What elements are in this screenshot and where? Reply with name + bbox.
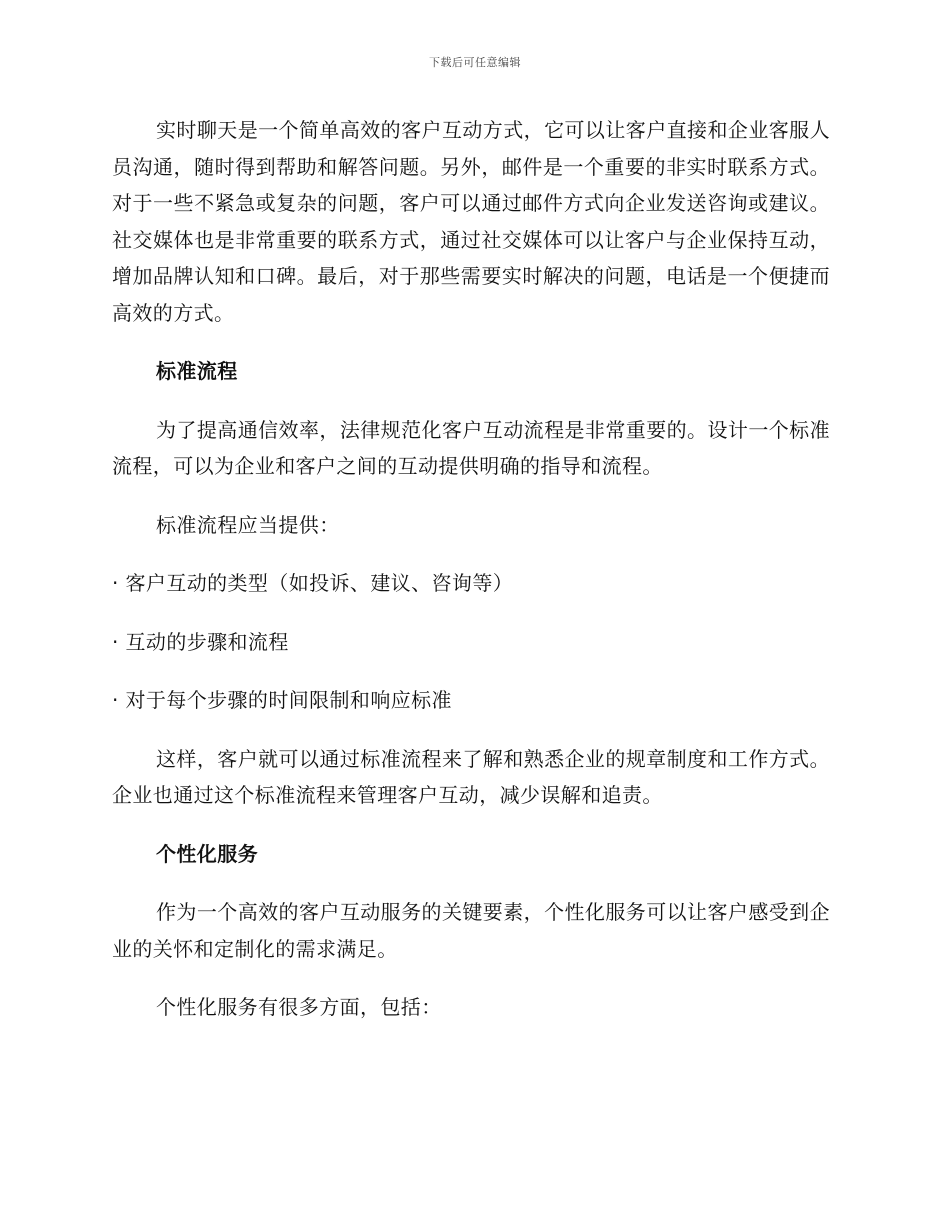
paragraph-personalized-aspects: 个性化服务有很多方面，包括： bbox=[156, 995, 442, 1019]
paragraph-standard-process-intro: 为了提高通信效率，法律规范化客户互动流程是非常重要的。设计一个标准流程，可以为企业和客户之间的互动提供明确的指导和流程。 bbox=[112, 417, 830, 478]
bullet-item-interaction-types: · 客户互动的类型（如投诉、建议、咨询等） bbox=[112, 571, 514, 595]
bullet-item-time-limits: · 对于每个步骤的时间限制和响应标准 bbox=[112, 688, 452, 712]
page-header: 下载后可任意编辑 bbox=[429, 56, 521, 69]
paragraph-process-benefits: 这样，客户就可以通过标准流程来了解和熟悉企业的规章制度和工作方式。企业也通过这个标准流程来管理客户互动，减少误解和追责。 bbox=[112, 746, 830, 807]
document-body bbox=[112, 112, 830, 1026]
heading-personalized-service: 个性化服务 bbox=[156, 841, 258, 866]
paragraph-contact-methods: 实时聊天是一个简单高效的客户互动方式，它可以让客户直接和企业客服人员沟通，随时得到帮助和解答问题。另外，邮件是一个重要的非实时联系方式。对于一些不紧急或复杂的问题，客户可以通过邮件方式向企业发送咨询或建议。社交媒体也是非常重要的联系方式，通过社交媒体可以让客户与企业保持互动，增加品牌认知和口碑。最后，对于那些需要实时解决的问题，电话是一个便捷而高效的方式。 bbox=[112, 118, 830, 325]
paragraph-personalized-intro: 作为一个高效的客户互动服务的关键要素，个性化服务可以让客户感受到企业的关怀和定制化的需求满足。 bbox=[112, 900, 830, 961]
bullet-item-steps: · 互动的步骤和流程 bbox=[112, 629, 289, 654]
heading-standard-process: 标准流程 bbox=[156, 359, 238, 383]
paragraph-standard-process-provides: 标准流程应当提供： bbox=[156, 512, 340, 537]
